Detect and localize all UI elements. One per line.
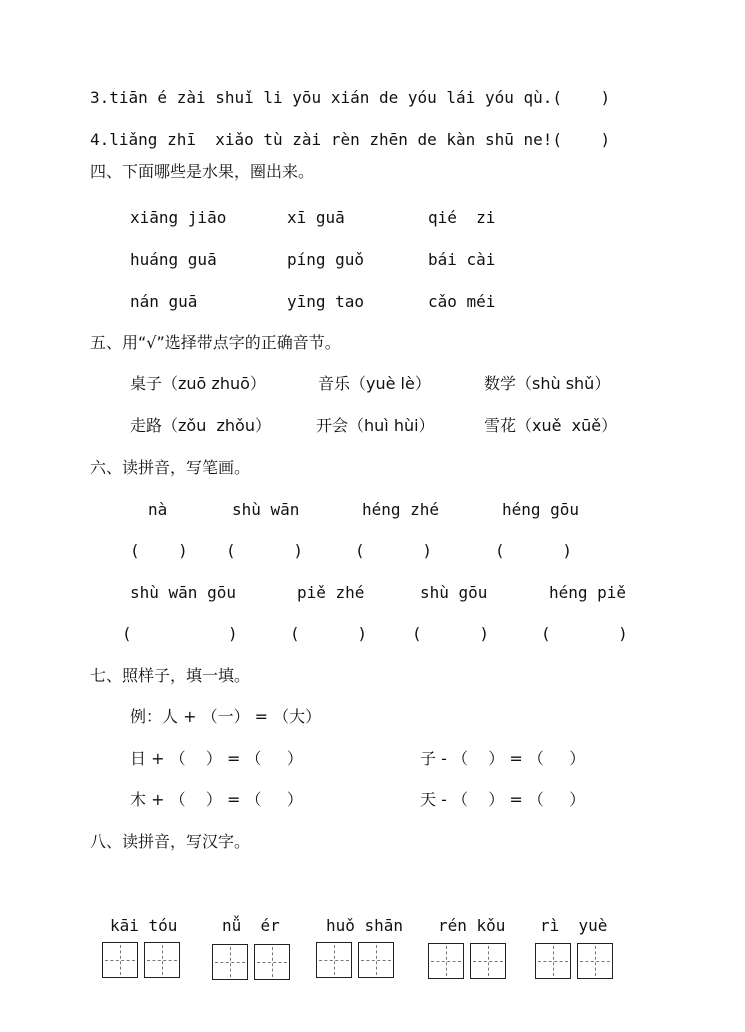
fill-equation[interactable]: 子 - （ ） = （ ） [420, 749, 586, 768]
writing-box[interactable] [316, 942, 352, 978]
writing-box[interactable] [212, 944, 248, 980]
writing-box[interactable] [577, 943, 613, 979]
section-7-title: 七、照样子，填一填。 [90, 666, 251, 685]
stroke-pinyin: shù wān gōu [130, 583, 236, 602]
stroke-pinyin: shù gōu [420, 583, 488, 602]
fill-equation[interactable]: 日 + （ ） = （ ） [130, 749, 303, 768]
stroke-pinyin: piě zhé [297, 583, 365, 602]
fruit-item[interactable]: huáng guā [130, 250, 217, 269]
stroke-answer-blank[interactable]: ( ) [495, 541, 573, 560]
word-pinyin: rì yuè [540, 916, 608, 935]
writing-box[interactable] [254, 944, 290, 980]
stroke-answer-blank[interactable]: ( ) [355, 541, 433, 560]
sentence-3: 3.tiān é zài shuǐ li yōu xián de yóu lái yóu qù.( ) [90, 88, 611, 107]
stroke-answer-blank[interactable]: ( ) [412, 624, 490, 643]
word-pinyin: kāi tóu [110, 916, 178, 935]
fruit-item[interactable]: xī guā [287, 208, 345, 227]
section-4-title: 四、下面哪些是水果，圈出来。 [90, 162, 315, 181]
choice-item[interactable]: 音乐（yuè lè） [318, 374, 431, 393]
stroke-answer-blank[interactable]: ( ) [226, 541, 304, 560]
fill-equation[interactable]: 天 - （ ） = （ ） [420, 790, 586, 809]
writing-box[interactable] [144, 942, 180, 978]
section-8-title: 八、读拼音，写汉字。 [90, 832, 251, 851]
writing-box[interactable] [102, 942, 138, 978]
word-pinyin: rén kǒu [438, 916, 506, 935]
stroke-answer-blank[interactable]: ( ) [290, 624, 368, 643]
stroke-pinyin: héng gōu [502, 500, 580, 519]
choice-item[interactable]: 桌子（zuō zhuō） [130, 374, 266, 393]
fruit-item[interactable]: píng guǒ [287, 250, 365, 269]
sentence-4: 4.liǎng zhī xiǎo tù zài rèn zhēn de kàn shū ne!( ) [90, 130, 611, 149]
section-6-title: 六、读拼音，写笔画。 [90, 458, 251, 477]
fruit-item[interactable]: nán guā [130, 292, 198, 311]
stroke-answer-blank[interactable]: ( ) [130, 541, 188, 560]
stroke-answer-blank[interactable]: ( ) [541, 624, 628, 643]
section-5-title: 五、用“√”选择带点字的正确音节。 [90, 333, 341, 352]
choice-item[interactable]: 开会（huì hùi） [316, 416, 435, 435]
fruit-item[interactable]: xiāng jiāo [130, 208, 227, 227]
choice-item[interactable]: 走路（zǒu zhǒu） [130, 416, 271, 435]
word-pinyin: huǒ shān [326, 916, 404, 935]
stroke-pinyin: héng piě [549, 583, 627, 602]
stroke-answer-blank[interactable]: ( ) [122, 624, 238, 643]
word-pinyin: nǚ ér [222, 916, 280, 935]
stroke-pinyin: héng zhé [362, 500, 440, 519]
writing-box[interactable] [470, 943, 506, 979]
fruit-item[interactable]: bái cài [428, 250, 496, 269]
fruit-item[interactable]: qié zi [428, 208, 496, 227]
fruit-item[interactable]: cǎo méi [428, 292, 496, 311]
writing-box[interactable] [428, 943, 464, 979]
writing-box[interactable] [535, 943, 571, 979]
choice-item[interactable]: 数学（shù shǔ） [484, 374, 611, 393]
stroke-pinyin: nà [148, 500, 168, 519]
choice-item[interactable]: 雪花（xuě xūě） [484, 416, 618, 435]
example-equation: 例：人 + （一） = （大） [130, 707, 322, 726]
fruit-item[interactable]: yīng tao [287, 292, 365, 311]
stroke-pinyin: shù wān [232, 500, 300, 519]
writing-box[interactable] [358, 942, 394, 978]
fill-equation[interactable]: 木 + （ ） = （ ） [130, 790, 303, 809]
